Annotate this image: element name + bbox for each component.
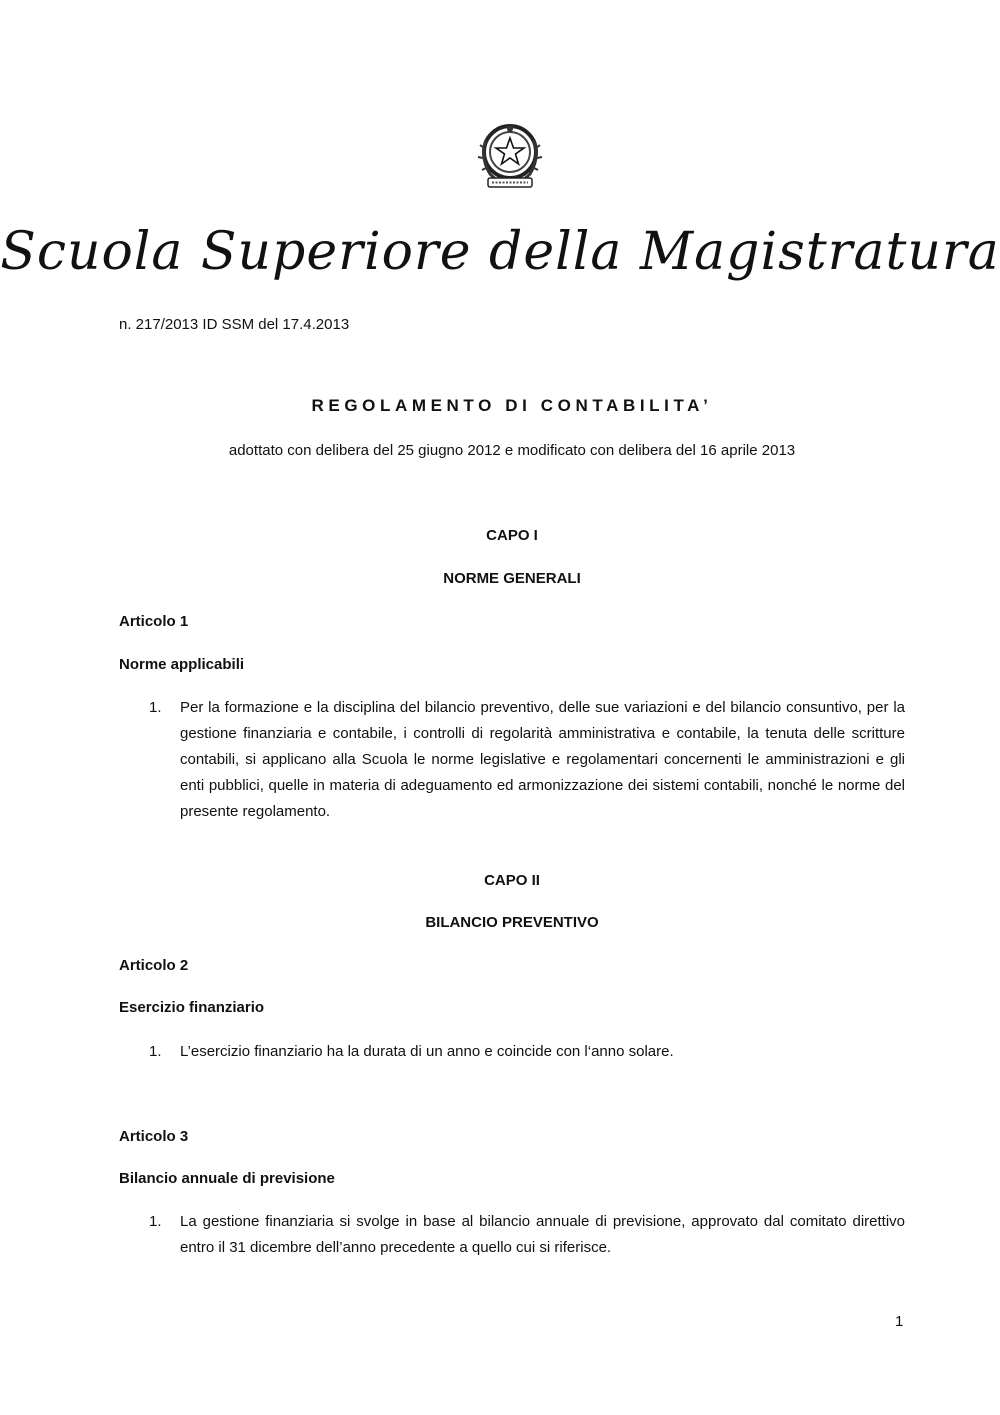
articolo-1-para-1-number: 1.	[149, 699, 162, 716]
institution-name: Scuola Superiore della Magistratura	[0, 222, 1000, 282]
italian-republic-emblem-icon	[476, 118, 544, 194]
articolo-2-label: Articolo 2	[119, 957, 189, 974]
document-subtitle: adottato con delibera del 25 giugno 2012 e modificato con delibera del 16 aprile 2013	[228, 442, 796, 459]
articolo-3-title: Bilancio annuale di previsione	[119, 1170, 335, 1187]
capo-2-name: BILANCIO PREVENTIVO	[425, 914, 599, 931]
capo-1-name: NORME GENERALI	[443, 570, 581, 587]
articolo-3-label: Articolo 3	[119, 1128, 189, 1145]
document-title: REGOLAMENTO DI CONTABILITA’	[311, 396, 713, 415]
articolo-2-title: Esercizio finanziario	[119, 999, 265, 1016]
articolo-3-para-1-number: 1.	[149, 1213, 162, 1230]
protocol-number: n. 217/2013 ID SSM del 17.4.2013	[119, 316, 350, 333]
articolo-3-para-1-text: La gestione finanziaria si svolge in base al bilancio annuale di previsione, approvato dal comitato direttivo entro il 31 dicembre dell’anno precedente a quello cui si riferisce.	[180, 1213, 905, 1256]
articolo-1-title: Norme applicabili	[119, 656, 245, 673]
capo-2-label: CAPO II	[484, 872, 540, 889]
articolo-1-para-1-text: Per la formazione e la disciplina del bilancio preventivo, delle sue variazioni e del bilancio consuntivo, per la gestione finanziaria e contabile, i controlli di regolarità amministrativa e contabile, la tenuta delle scritture contabili, si applicano alla Scuola le norme legislative e regolamentari concernenti le amministrazioni e gli enti pubblici, quelle in materia di adeguamento ed armonizzazione dei sistemi contabili, nonché le norme del presente regolamento.	[180, 699, 905, 820]
articolo-1-label: Articolo 1	[119, 613, 189, 630]
page-number: 1	[895, 1313, 904, 1330]
capo-1-label: CAPO I	[486, 527, 538, 544]
articolo-2-para-1-number: 1.	[149, 1043, 162, 1060]
articolo-2-para-1-text: L’esercizio finanziario ha la durata di un anno e coincide con l‘anno solare.	[180, 1043, 674, 1060]
